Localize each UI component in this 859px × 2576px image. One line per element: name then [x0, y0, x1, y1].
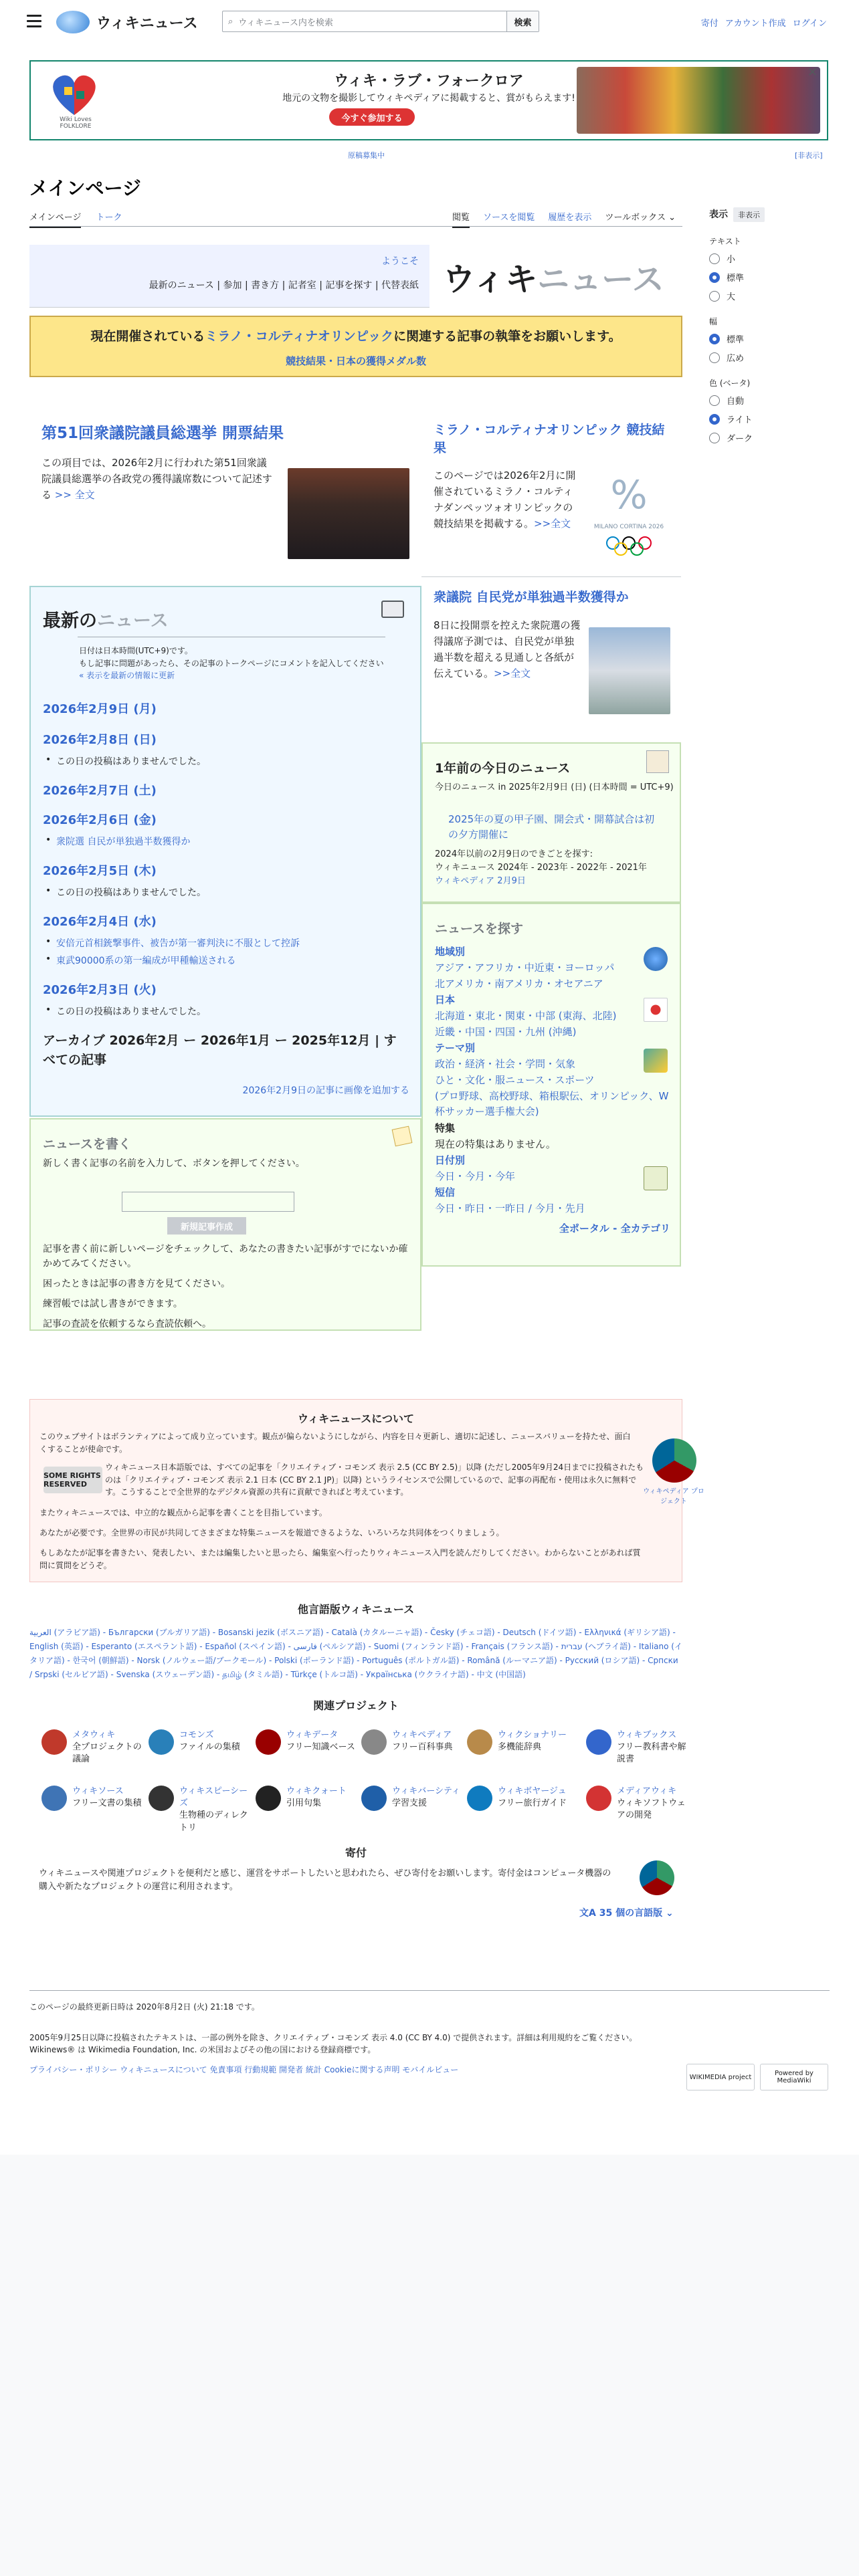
- project-text: [286, 1729, 355, 1753]
- about-wikinews-box: [29, 1399, 704, 1582]
- project-name[interactable]: ウィキペディア: [392, 1730, 452, 1740]
- search-icon: ⌕: [228, 16, 233, 27]
- project-desc: ファイルの集積: [179, 1742, 240, 1753]
- theme-icon: [644, 1049, 668, 1073]
- tab-read[interactable]: 閲覧: [452, 210, 470, 228]
- one-year-ago-heading: 1年前の今日のニュース: [435, 761, 571, 776]
- calendar-icon: [644, 1166, 668, 1190]
- option-label: ダーク: [727, 434, 753, 444]
- text-size-label: テキスト: [709, 237, 741, 246]
- donate-section: [29, 1844, 682, 1893]
- write-news-heading: ニュースを書く: [43, 1137, 132, 1152]
- search-input[interactable]: [223, 11, 506, 31]
- project-item[interactable]: [467, 1786, 567, 1811]
- about-neutrality: またウィキニュースでは、中立的な観点から記事を書くことを目指しています。: [39, 1508, 327, 1517]
- wordmark-light: ニュース: [537, 260, 664, 298]
- join-now-button[interactable]: 今すぐ参加する: [329, 108, 415, 126]
- election-body: [41, 455, 276, 503]
- calendar-icon: [646, 750, 669, 773]
- option-label: ライト: [727, 415, 753, 425]
- langs-heading: 他言語版ウィキニュース: [297, 1603, 415, 1616]
- translate-icon: 文A: [579, 1908, 596, 1919]
- latest-news-heading: [43, 606, 169, 632]
- option-label: 標準: [727, 335, 745, 345]
- project-name[interactable]: ウィクショナリー: [498, 1730, 567, 1740]
- project-icon: [361, 1786, 387, 1811]
- newspaper-icon: [381, 601, 404, 618]
- powered-by-mediawiki-badge[interactable]: Powered by MediaWiki: [760, 2064, 828, 2090]
- project-name[interactable]: メタウィキ: [72, 1730, 116, 1740]
- project-text: [498, 1729, 567, 1753]
- news-item: • この日の投稿はありませんでした。: [56, 754, 206, 768]
- search-past-line: 2024年以前の2月9日のできごとを探す:: [435, 849, 593, 859]
- project-item[interactable]: [41, 1786, 142, 1811]
- project-icon: [586, 1786, 611, 1811]
- license-text: 2005年9月25日以降に投稿されたテキストは、一部の例外を除き、クリエイティブ・コモンズ 表示 4.0 (CC BY 4.0) で提供されます。詳細は利用規約をご覧ください。: [29, 2033, 638, 2042]
- option-label: 自動: [727, 397, 745, 407]
- chevron-down-icon: ⌄: [665, 1908, 674, 1919]
- project-name[interactable]: ウィキボヤージュ: [498, 1786, 567, 1796]
- news-date[interactable]: 2026年2月5日 (木): [43, 864, 157, 878]
- project-icon: [149, 1729, 174, 1755]
- appearance-title: 表示: [709, 209, 728, 220]
- how-to-write-text: 困ったときは記事の書き方を見てください。: [43, 1279, 230, 1289]
- all-portals-link[interactable]: 全ポータル - 全カテゴリ: [559, 1222, 670, 1235]
- page-title: メインページ: [29, 177, 141, 199]
- project-item[interactable]: [586, 1786, 686, 1822]
- last-updated: このページの最終更新日時は 2020年8月2日 (火) 21:18 です。: [29, 2002, 260, 2012]
- view-tabs: [452, 210, 676, 228]
- option-label: 小: [727, 255, 736, 265]
- campaign-banner: [29, 60, 828, 140]
- pencil-paper-icon: [392, 1126, 413, 1147]
- news-item: • この日の投稿はありませんでした。: [56, 1004, 206, 1018]
- project-desc: 学習支援: [392, 1798, 427, 1809]
- about-license: ウィキニュース日本語版では、すべての記事を「クリエイティブ・コモンズ 表示 2.5 (CC BY 2.5)」以降 (ただし2005年9月24日までに投稿されたものは「クリエイティブ・コモンズ 表示 2.1 日本 (CC BY 2.1 JP)」以降) というライセンスで公開しているので、記事の再配布・使用は永久に無料です。こうすることで全世界的なデジタル資源の共有に貢献できればと考えています。: [105, 1463, 644, 1497]
- project-text: [179, 1786, 249, 1834]
- project-icon: [586, 1729, 611, 1755]
- project-item[interactable]: [41, 1729, 142, 1766]
- project-item[interactable]: [149, 1729, 249, 1755]
- site-header: [0, 0, 859, 45]
- tab-divider: [29, 226, 682, 227]
- text-size-group: [709, 235, 830, 302]
- project-desc: フリー百科事典: [392, 1742, 453, 1753]
- project-name[interactable]: ウィキブックス: [617, 1730, 677, 1740]
- article-name-input[interactable]: [122, 1192, 294, 1212]
- date-links[interactable]: 今日・今月・今年: [435, 1170, 516, 1182]
- search-box: [222, 11, 539, 32]
- explore-heading: ニュースを探す: [435, 922, 524, 936]
- about-mission: このウェブサイトはボランティアによって成り立っています。観点が偏らないようにしながら、内容を日々更新し、適切に記述し、ニュースバリューを持たせ、面白くすることが使命です。: [39, 1432, 631, 1454]
- projects-heading: 関連プロジェクト: [313, 1699, 399, 1712]
- archive-links[interactable]: アーカイブ 2026年2月 ー 2026年1月 ー 2025年12月 | すべての記事: [43, 1033, 397, 1067]
- project-desc: フリー教科書や解説書: [617, 1742, 686, 1765]
- login-link[interactable]: ログイン: [792, 19, 827, 29]
- create-account-link[interactable]: アカウント作成: [725, 19, 786, 29]
- chevron-down-icon: ⌄: [668, 213, 676, 223]
- width-wide-radio[interactable]: [709, 351, 830, 364]
- sandbox-text: 練習帳では試し書きができます。: [43, 1299, 183, 1309]
- heading-dark: 最新の: [43, 611, 97, 631]
- site-name: ウィキニュース: [96, 15, 198, 32]
- theme-links[interactable]: 政治・経済・社会・学問・気象: [435, 1058, 576, 1070]
- category-japan[interactable]: 日本: [435, 994, 456, 1006]
- write-news-box: [29, 1118, 421, 1331]
- language-count-label: 35 個の言語版: [599, 1908, 663, 1919]
- donate-link[interactable]: 寄付: [700, 19, 719, 29]
- sister-projects: [29, 1697, 682, 1713]
- notice-line1: [31, 326, 681, 344]
- search-placeholder: ウィキニュース内を検索: [238, 17, 333, 28]
- olympics-notice: [29, 316, 682, 377]
- project-item[interactable]: [256, 1729, 356, 1755]
- globe-icon: [644, 947, 668, 971]
- project-item[interactable]: [149, 1786, 249, 1834]
- notice-suffix: に関連する記事の執筆をお願いします。: [393, 329, 622, 344]
- refresh-link[interactable]: « 表示を最新の情報に更新: [79, 671, 175, 681]
- page-bottom-area: [0, 2155, 859, 2576]
- project-item[interactable]: [586, 1729, 686, 1766]
- color-dark-radio[interactable]: [709, 431, 830, 444]
- wikimedia-project-badge[interactable]: WIKIMEDIA project: [686, 2064, 755, 2090]
- user-links: [701, 16, 827, 29]
- news-item[interactable]: • 衆院選 自民が単独過半数獲得か: [56, 835, 190, 848]
- welcome-text: ようこそ: [381, 256, 419, 267]
- project-desc: フリー旅行ガイド: [498, 1798, 567, 1809]
- donate-text: ウィキニュースや関連プロジェクトを便利だと感じ、運営をサポートしたいと思われたら、ぜひ寄付をお願いします。寄付金はコンピュータ機器の購入や新たなプロジェクトの運営に利用されます。: [39, 1868, 611, 1893]
- cc-license-badge: SOME RIGHTS RESERVED: [43, 1467, 102, 1493]
- project-item[interactable]: [256, 1786, 356, 1811]
- region-links[interactable]: アジア・アフリカ・中近東・ヨーロッパ: [435, 962, 615, 974]
- divider: [421, 576, 681, 577]
- folklore-photos: [577, 67, 820, 134]
- review-request-text: 記事の査読を依頼するなら査読依頼へ。: [43, 1319, 211, 1329]
- tab-tools[interactable]: [605, 210, 676, 228]
- explore-news-box: [421, 903, 681, 1267]
- text-small-radio[interactable]: [709, 252, 830, 265]
- project-icon: [149, 1786, 174, 1811]
- welcome-nav-links[interactable]: 最新のニュース | 参加 | 書き方 | 記者室 | 記事を探す | 代替表紙: [149, 280, 419, 291]
- project-icon: [256, 1786, 281, 1811]
- theme-links[interactable]: (プロ野球、高校野球、箱根駅伝、オリンピック、W杯サッカー選手権大会): [435, 1090, 669, 1117]
- theme-links[interactable]: ひと・文化・服ニュース・スポーツ: [435, 1074, 595, 1086]
- news-date[interactable]: 2026年2月3日 (火): [43, 983, 157, 997]
- diet-photo: [288, 468, 409, 559]
- wikimedia-logo: [640, 1860, 674, 1895]
- wikinews-years-links[interactable]: ウィキニュース 2024年 - 2023年 - 2022年 - 2021年: [435, 863, 647, 873]
- project-name[interactable]: ウィキデータ: [286, 1730, 339, 1740]
- read-more-link[interactable]: >>全文: [534, 518, 571, 530]
- project-name[interactable]: ウィキソース: [72, 1786, 124, 1796]
- diet-building-photo: [589, 627, 670, 714]
- project-text: [392, 1729, 452, 1753]
- option-label: 広め: [727, 354, 745, 364]
- hide-banner-link[interactable]: [非表示]: [795, 151, 823, 160]
- appearance-panel: [709, 207, 830, 450]
- width-group: [709, 316, 830, 364]
- project-name[interactable]: ウィキクォート: [286, 1786, 347, 1796]
- project-icon: [467, 1729, 492, 1755]
- menu-icon[interactable]: [27, 15, 41, 27]
- create-article-button[interactable]: 新規記事作成: [167, 1217, 246, 1235]
- project-text: [392, 1786, 460, 1810]
- color-auto-radio[interactable]: [709, 394, 830, 407]
- region-links[interactable]: 北アメリカ・南アメリカ・オセアニア: [435, 978, 603, 990]
- project-text: [179, 1729, 240, 1753]
- wordmark-dark: ウィキ: [443, 260, 538, 298]
- project-text: [72, 1729, 142, 1766]
- project-desc: フリー知識ベース: [286, 1742, 355, 1753]
- project-icon: [41, 1786, 67, 1811]
- election-title[interactable]: 第51回衆議院議員総選挙 開票結果: [41, 425, 284, 442]
- tab-talk[interactable]: トーク: [96, 213, 122, 223]
- svg-text:%: %: [610, 472, 648, 518]
- text-large-radio[interactable]: [709, 290, 830, 302]
- timezone-note: 日付は日本時間(UTC+9)です。: [79, 646, 193, 655]
- brief-links[interactable]: 今日・昨日・一昨日 / 今月・先月: [435, 1202, 585, 1214]
- about-edit: もしあなたが記事を書きたい、発表したい、または編集したいと思ったら、編集室へ行ったりウィキニュース入門を読んだりしてください。わからないことがあれば質問に質問をどうぞ。: [39, 1548, 641, 1570]
- olympics-body: [434, 467, 582, 532]
- wikinews-logo: [652, 1438, 696, 1483]
- heading-light: ニュース: [97, 611, 169, 631]
- footer-divider: [29, 1990, 830, 1991]
- appearance-hide-button[interactable]: 非表示: [733, 207, 765, 222]
- project-desc: 多機能辞典: [498, 1742, 542, 1753]
- category-special: 特集: [435, 1122, 456, 1134]
- project-desc: フリー文書の集積: [72, 1798, 142, 1809]
- wikinews-wordmark: [430, 245, 682, 308]
- width-label: 幅: [709, 317, 718, 326]
- no-special-text: 現在の特集はありません。: [435, 1138, 556, 1150]
- about-need-you: あなたが必要です。全世界の市民が共同してさまざまな特集ニュースを報道できるような、いろいろな共同体をつくりましょう。: [39, 1528, 504, 1537]
- body-text: このページでは2026年2月に開催されているミラノ・コルティナダンペッツォオリンピックの競技結果を掲載する。: [434, 469, 576, 530]
- project-text: [498, 1786, 567, 1810]
- medal-count-link[interactable]: 競技結果・日本の獲得メダル数: [285, 355, 426, 367]
- project-text: [72, 1786, 141, 1810]
- option-label: 大: [727, 292, 736, 302]
- logo-text: MILANO CORTINA 2026: [593, 524, 664, 530]
- color-group: [709, 377, 830, 444]
- project-desc: 全プロジェクトの議論: [72, 1742, 142, 1765]
- project-name[interactable]: ウィキバーシティ: [392, 1786, 460, 1796]
- project-desc: 生物種のディレクトリ: [179, 1810, 248, 1833]
- category-brief[interactable]: 短信: [435, 1186, 456, 1198]
- notice-prefix: 現在開催されている: [90, 329, 205, 344]
- write-instructions: 新しく書く記事の名前を入力して、ボタンを押してください。: [43, 1158, 305, 1169]
- project-item[interactable]: [361, 1729, 462, 1755]
- tab-view-source[interactable]: ソースを閲覧: [483, 213, 535, 223]
- project-desc: 引用句集: [286, 1798, 322, 1809]
- category-theme[interactable]: テーマ別: [435, 1042, 476, 1054]
- logo-caption: Wiki Loves FOLKLORE: [60, 116, 92, 130]
- ldp-title[interactable]: 衆議院 自民党が単独過半数獲得か: [434, 590, 629, 605]
- project-icon: [467, 1786, 492, 1811]
- footer-links[interactable]: プライバシー・ポリシー ウィキニュースについて 免責事項 行動規範 開発者 統計 Cookieに関する声明 モバイルビュー: [29, 2065, 459, 2074]
- news-item[interactable]: • 東武90000系の第一編成が甲種輸送される: [56, 954, 236, 967]
- language-links[interactable]: العربية (アラビア語) - Български (ブルガリア語) - Bosanski jezik (ボスニア語) - Català (カタルーニャ語) - Česky (チェコ語) - Deutsch (ドイツ語) - Ελληνικά (ギリシア語) - English (英語) - Esperanto (エスペラント語) - Español (スペイン語) - فارسی (ペルシア語) - Suomi (フィンランド語) - Français (フランス語) - עברית (ヘブライ語) - Italiano (イタリア語) - 한국어 (朝鮮語) - Norsk (ノルウェー語/ブークモール) - Polski (ポーランド語) - Português (ポルトガル語) - Română (ルーマニア語) - Русский (ロシア語) - Српски / Srpski (セルビア語) - Svenska (スウェーデン語) - தமிழ் (タミル語) - Türkçe (トルコ語) - Українська (ウクライナ語) - 中文 (中国語): [29, 1628, 682, 1679]
- olympics-title[interactable]: ミラノ・コルティナオリンピック 競技結果: [434, 423, 665, 455]
- news-date[interactable]: 2026年2月7日 (土): [43, 784, 157, 798]
- project-item[interactable]: [361, 1786, 462, 1811]
- olympics-link[interactable]: ミラノ・コルティナオリンピック: [205, 329, 394, 344]
- wikipedia-date-link[interactable]: ウィキペディア 2月9日: [435, 876, 526, 886]
- wikimedia-project-caption: ウィキペディア プロジェクト: [643, 1488, 704, 1505]
- text-standard-radio[interactable]: [709, 271, 830, 284]
- news-date[interactable]: 2026年2月9日 (月): [43, 702, 157, 716]
- body-text: 8日に投開票を控えた衆院選の獲得議席予測では、自民党が単独過半数を超える見通しと各紙が伝えている。: [434, 619, 581, 679]
- japan-links[interactable]: 北海道・東北・関東・中部 (東海、北陸): [435, 1010, 617, 1022]
- latest-news-notes: [79, 645, 384, 682]
- check-new-pages-text: 記事を書く前に新しいページをチェックして、あなたの書きたい記事がすでにないか確かめてみてください。: [43, 1244, 408, 1269]
- project-name[interactable]: メディアウィキ: [617, 1786, 677, 1796]
- wikinews-globe-icon: [56, 11, 90, 33]
- news-date[interactable]: 2026年2月6日 (金): [43, 813, 157, 827]
- other-language-wikinews: [29, 1601, 682, 1682]
- one-year-ago-box: [421, 742, 681, 903]
- project-name[interactable]: コモンズ: [179, 1730, 214, 1740]
- project-item[interactable]: [467, 1729, 567, 1755]
- project-text: [617, 1786, 686, 1822]
- close-icon[interactable]: ✕: [807, 66, 818, 80]
- welcome-box: [29, 245, 682, 308]
- help-wanted-link[interactable]: 原稿募集中: [348, 151, 385, 160]
- add-image-link[interactable]: 2026年2月9日の記事に画像を追加する: [242, 1085, 409, 1096]
- tools-label: ツールボックス: [605, 213, 666, 223]
- project-desc: ウィキソフトウェアの開発: [617, 1798, 686, 1821]
- japan-flag-icon: [644, 998, 668, 1022]
- color-label: 色 (ベータ): [709, 379, 751, 388]
- today-line: 今日のニュース in 2025年2月9日 (日) (日本時間 = UTC+9): [435, 782, 674, 792]
- project-name[interactable]: ウィキスピーシーズ: [179, 1786, 248, 1809]
- trademark-text: Wikinews® は Wikimedia Foundation, Inc. の米国およびその他の国における登録商標です。: [29, 2045, 376, 2054]
- milano-cortina-logo: [589, 472, 669, 566]
- about-heading: ウィキニュースについて: [298, 1412, 414, 1425]
- news-date[interactable]: 2026年2月4日 (水): [43, 915, 157, 929]
- project-icon: [256, 1729, 281, 1755]
- tab-history[interactable]: 履歴を表示: [548, 213, 592, 223]
- latest-news-box: [29, 586, 421, 1117]
- category-by-date[interactable]: 日付別: [435, 1154, 466, 1166]
- project-icon: [361, 1729, 387, 1755]
- body-text: この項目では、2026年2月に行われた第51回衆議院議員総選挙の各政党の獲得議席数について記述する: [41, 457, 272, 502]
- news-item[interactable]: • 安倍元首相銃撃事件、被告が第一審判決に不服として控訴: [56, 936, 300, 950]
- news-date[interactable]: 2026年2月8日 (日): [43, 733, 157, 747]
- donate-heading: 寄付: [345, 1846, 367, 1859]
- news-item: • この日の投稿はありませんでした。: [56, 885, 206, 899]
- category-region[interactable]: 地域別: [435, 946, 466, 958]
- anniv-item[interactable]: 2025年の夏の甲子園、開会式・開幕試合は初の夕方開催に: [448, 813, 655, 841]
- width-standard-radio[interactable]: [709, 332, 830, 345]
- banner-subtitle: 地元の文物を撮影してウィキペディアに掲載すると、賞がもらえます!: [282, 93, 575, 104]
- project-text: [286, 1786, 347, 1810]
- ldp-body: [434, 617, 582, 681]
- banner-title: ウィキ・ラブ・フォークロア: [334, 73, 524, 90]
- search-button[interactable]: 検索: [506, 11, 539, 31]
- japan-links[interactable]: 近畿・中国・四国・九州 (沖縄): [435, 1026, 577, 1038]
- option-label: 標準: [727, 274, 745, 284]
- language-count-button[interactable]: [579, 1906, 674, 1919]
- tab-main-page[interactable]: メインページ: [29, 210, 81, 228]
- namespace-tabs: [29, 210, 122, 228]
- project-icon: [41, 1729, 67, 1755]
- problem-note: もし記事に問題があったら、その記事のトークページにコメントを記入してください: [79, 658, 384, 668]
- site-logo[interactable]: [56, 11, 198, 33]
- color-light-radio[interactable]: [709, 413, 830, 425]
- read-more-link[interactable]: >>全文: [494, 667, 531, 679]
- read-more-link[interactable]: >> 全文: [54, 489, 95, 502]
- project-text: [617, 1729, 686, 1766]
